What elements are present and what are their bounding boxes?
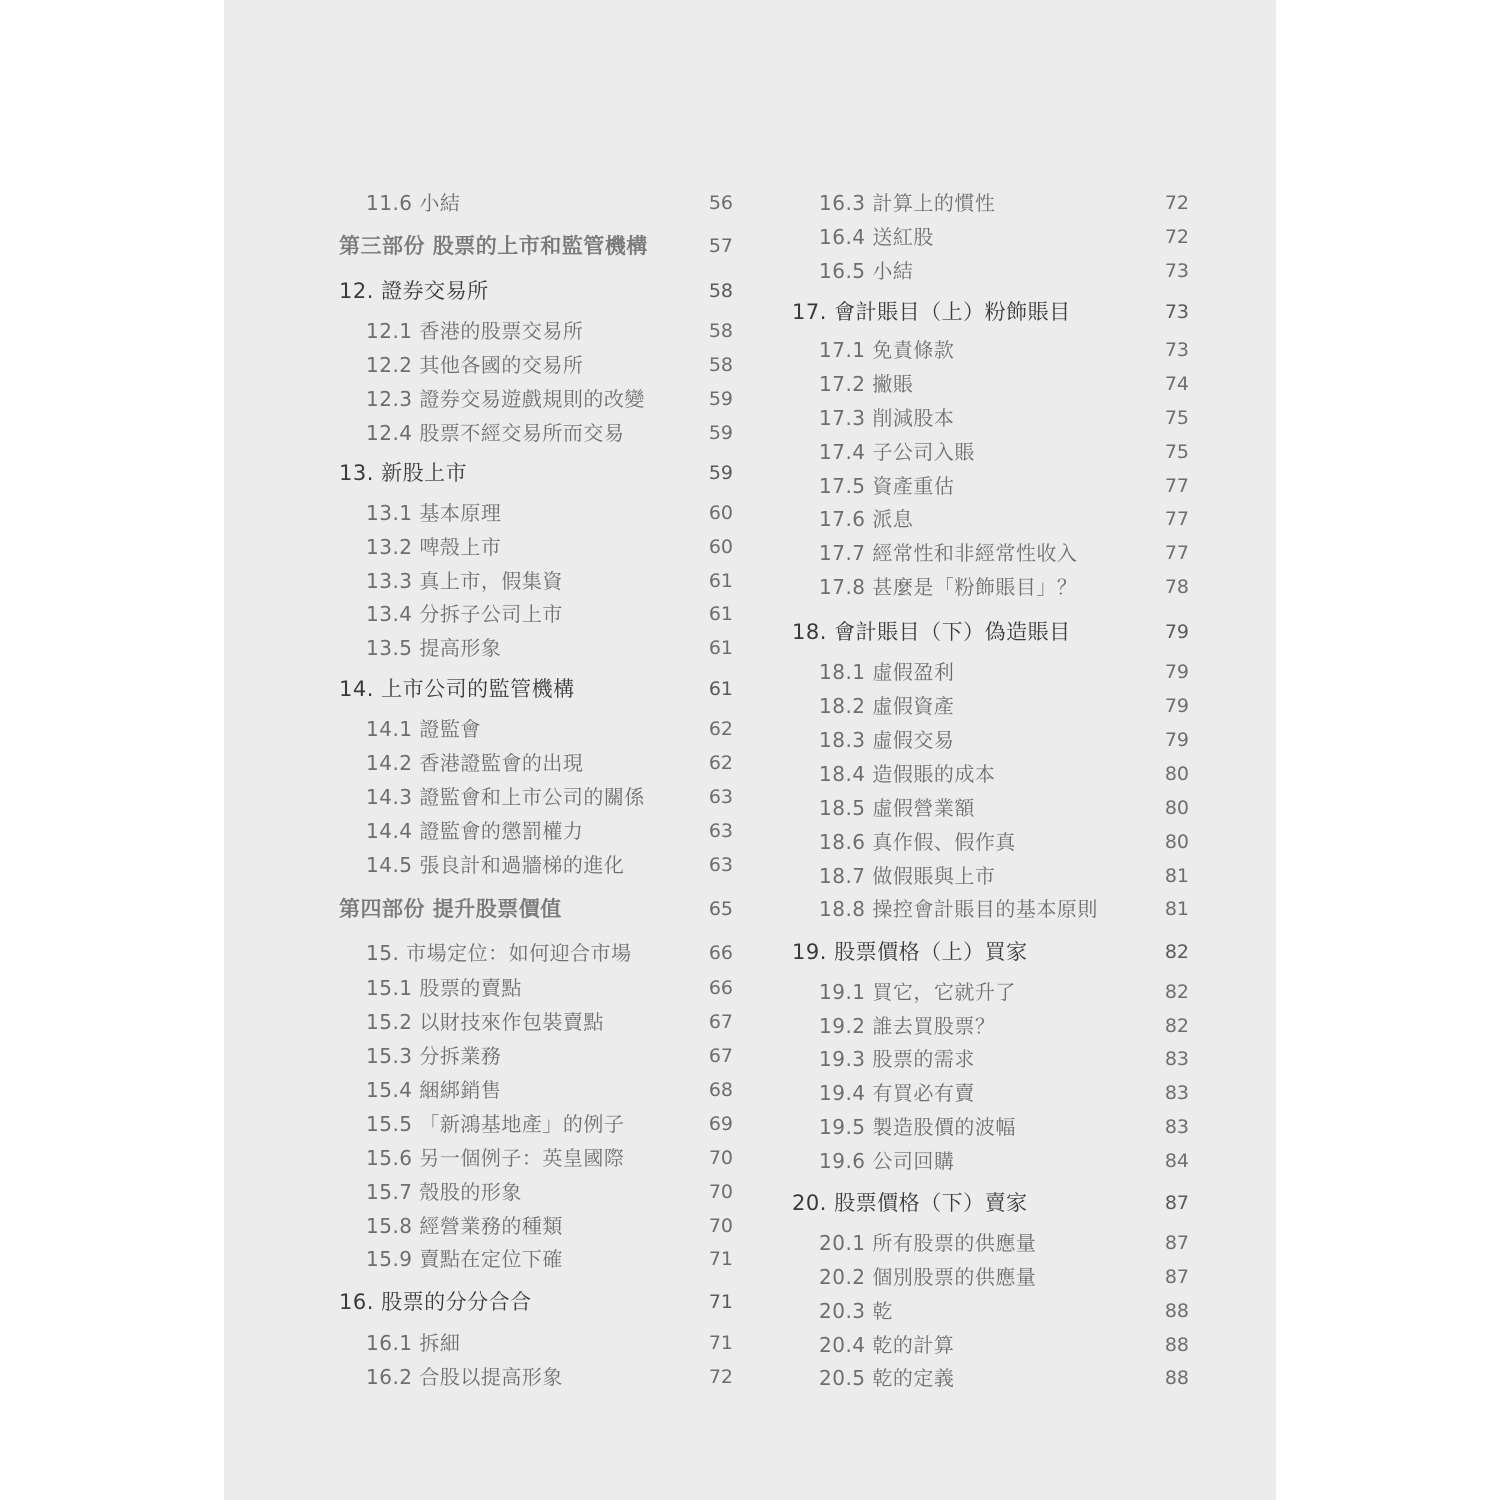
toc-entry-right-10[interactable] [789, 538, 1189, 568]
toc-entry-title: 15.8 經營業務的種類 [366, 1214, 563, 1238]
toc-page-number: 87 [1164, 1192, 1189, 1214]
toc-page-number: 72 [1164, 192, 1189, 214]
toc-entry-title: 18.4 造假賬的成本 [819, 762, 996, 786]
toc-page-number: 61 [708, 570, 733, 592]
toc-entry-title: 15. 市場定位：如何迎合市場 [366, 941, 632, 965]
toc-entry-left-12[interactable] [224, 633, 754, 663]
toc-entry-right-9[interactable] [789, 504, 1189, 534]
toc-entry-title: 17.1 免責條款 [819, 338, 955, 362]
toc-entry-title: 16.1 拆細 [366, 1331, 461, 1355]
toc-page-number: 66 [708, 942, 733, 964]
toc-page-number: 70 [708, 1215, 733, 1237]
toc-entry-left-19[interactable] [224, 894, 754, 924]
toc-entry-title: 14.2 香港證監會的出現 [366, 751, 584, 775]
toc-page-number: 81 [1164, 865, 1189, 887]
toc-page-number: 56 [708, 192, 733, 214]
toc-entry-right-28[interactable] [789, 1188, 1189, 1218]
toc-entry-title: 14.3 證監會和上市公司的關係 [366, 785, 645, 809]
toc-entry-left-16[interactable] [224, 782, 754, 812]
toc-entry-right-6[interactable] [789, 403, 1189, 433]
toc-entry-left-18[interactable] [224, 850, 754, 880]
toc-entry-title: 17.6 派息 [819, 507, 914, 531]
toc-page-number: 63 [708, 854, 733, 876]
toc-entry-right-29[interactable] [789, 1228, 1189, 1258]
toc-entry-left-17[interactable] [224, 816, 754, 846]
toc-entry-right-4[interactable] [789, 335, 1189, 365]
toc-entry-left-23[interactable] [224, 1041, 754, 1071]
toc-page-number: 63 [708, 820, 733, 842]
toc-entry-right-17[interactable] [789, 793, 1189, 823]
toc-entry-right-27[interactable] [789, 1146, 1189, 1176]
toc-entry-title: 17.3 削減股本 [819, 406, 955, 430]
toc-entry-title: 19.6 公司回購 [819, 1149, 955, 1173]
toc-entry-left-9[interactable] [224, 532, 754, 562]
toc-entry-right-25[interactable] [789, 1078, 1189, 1108]
toc-entry-title: 17.4 子公司入賬 [819, 440, 975, 464]
toc-page-number: 77 [1164, 542, 1189, 564]
toc-page-number: 72 [1164, 226, 1189, 248]
toc-entry-title: 11.6 小結 [366, 191, 461, 215]
toc-entry-title: 17.8 甚麼是「粉飾賬目」？ [819, 575, 1078, 599]
toc-entry-title: 16.2 合股以提高形象 [366, 1365, 563, 1389]
toc-entry-right-3[interactable] [789, 297, 1189, 327]
toc-entry-title: 20.1 所有股票的供應量 [819, 1231, 1037, 1255]
toc-entry-title: 12.2 其他各國的交易所 [366, 353, 584, 377]
toc-entry-title: 第四部份 提升股票價值 [339, 897, 562, 921]
toc-entry-right-5[interactable] [789, 369, 1189, 399]
toc-page-number: 62 [708, 718, 733, 740]
toc-entry-left-8[interactable] [224, 498, 754, 528]
toc-entry-title: 18.8 操控會計賬目的基本原則 [819, 897, 1098, 921]
toc-page-number: 71 [708, 1291, 733, 1313]
toc-page-number: 88 [1164, 1334, 1189, 1356]
toc-page-number: 80 [1164, 797, 1189, 819]
toc-entry-title: 18.1 虛假盈利 [819, 660, 955, 684]
toc-entry-title: 13. 新股上市 [339, 461, 468, 485]
toc-page-number: 71 [708, 1248, 733, 1270]
toc-entry-left-20[interactable] [224, 938, 754, 968]
toc-entry-right-30[interactable] [789, 1262, 1189, 1292]
toc-page-number: 67 [708, 1011, 733, 1033]
toc-page-number: 75 [1164, 441, 1189, 463]
toc-page-number: 71 [708, 1332, 733, 1354]
toc-entry-left-24[interactable] [224, 1075, 754, 1105]
toc-page-number: 58 [708, 280, 733, 302]
toc-entry-title: 15.9 賣點在定位下確 [366, 1247, 563, 1271]
toc-page-number: 66 [708, 977, 733, 999]
toc-entry-left-21[interactable] [224, 973, 754, 1003]
toc-entry-title: 13.4 分拆子公司上市 [366, 602, 563, 626]
toc-entry-title: 第三部份 股票的上市和監管機構 [339, 234, 648, 258]
toc-entry-title: 17.7 經常性和非經常性收入 [819, 541, 1078, 565]
toc-page-number: 83 [1164, 1116, 1189, 1138]
toc-page-number: 88 [1164, 1367, 1189, 1389]
toc-page-number: 60 [708, 536, 733, 558]
toc-page-number: 73 [1164, 260, 1189, 282]
toc-page-number: 72 [708, 1366, 733, 1388]
toc-page-number: 82 [1164, 941, 1189, 963]
toc-entry-title: 14. 上市公司的監管機構 [339, 677, 575, 701]
toc-entry-left-28[interactable] [224, 1211, 754, 1241]
toc-page-number: 59 [708, 462, 733, 484]
toc-page-number: 79 [1164, 695, 1189, 717]
toc-entry-title: 15.3 分拆業務 [366, 1044, 502, 1068]
toc-page-number: 77 [1164, 475, 1189, 497]
toc-entry-title: 17. 會計賬目（上）粉飾賬目 [792, 300, 1071, 324]
toc-entry-title: 19.1 買它，它就升了 [819, 980, 1016, 1004]
toc-entry-title: 20.3 乾 [819, 1299, 893, 1323]
toc-page-number: 61 [708, 678, 733, 700]
toc-entry-left-25[interactable] [224, 1109, 754, 1139]
toc-entry-left-3[interactable] [224, 316, 754, 346]
toc-entry-title: 12. 證券交易所 [339, 279, 489, 303]
toc-entry-left-30[interactable] [224, 1287, 754, 1317]
toc-entry-left-26[interactable] [224, 1143, 754, 1173]
toc-entry-title: 15.1 股票的賣點 [366, 976, 522, 1000]
toc-entry-right-8[interactable] [789, 471, 1189, 501]
toc-page-number: 82 [1164, 981, 1189, 1003]
toc-page-number: 78 [1164, 576, 1189, 598]
toc-entry-title: 19. 股票價格（上）買家 [792, 940, 1028, 964]
toc-page-number: 58 [708, 354, 733, 376]
toc-entry-right-19[interactable] [789, 861, 1189, 891]
toc-entry-title: 20.4 乾的計算 [819, 1333, 955, 1357]
toc-entry-right-1[interactable] [789, 222, 1189, 252]
toc-entry-right-18[interactable] [789, 827, 1189, 857]
toc-entry-left-11[interactable] [224, 599, 754, 629]
toc-entry-title: 12.1 香港的股票交易所 [366, 319, 584, 343]
toc-page-number: 88 [1164, 1300, 1189, 1322]
toc-entry-title: 15.4 綑綁銷售 [366, 1078, 502, 1102]
toc-page-number: 75 [1164, 407, 1189, 429]
toc-entry-title: 17.5 資產重估 [819, 474, 955, 498]
toc-entry-left-4[interactable] [224, 350, 754, 380]
toc-entry-left-0[interactable] [224, 188, 754, 218]
toc-page-number: 82 [1164, 1015, 1189, 1037]
toc-entry-title: 19.3 股票的需求 [819, 1047, 975, 1071]
toc-entry-left-6[interactable] [224, 418, 754, 448]
toc-entry-right-15[interactable] [789, 725, 1189, 755]
toc-entry-right-32[interactable] [789, 1330, 1189, 1360]
toc-entry-title: 13.2 啤殼上市 [366, 535, 502, 559]
toc-page-number: 77 [1164, 508, 1189, 530]
toc-entry-left-32[interactable] [224, 1362, 754, 1392]
toc-entry-right-33[interactable] [789, 1363, 1189, 1393]
toc-page-number: 65 [708, 898, 733, 920]
toc-entry-title: 18.6 真作假、假作真 [819, 830, 1016, 854]
toc-page-number: 87 [1164, 1266, 1189, 1288]
toc-page-number: 69 [708, 1113, 733, 1135]
toc-entry-title: 15.7 殼股的形象 [366, 1180, 522, 1204]
toc-entry-title: 18.5 虛假營業額 [819, 796, 975, 820]
toc-entry-left-15[interactable] [224, 748, 754, 778]
toc-entry-left-14[interactable] [224, 714, 754, 744]
toc-page-number: 57 [708, 235, 733, 257]
toc-entry-right-12[interactable] [789, 617, 1189, 647]
toc-entry-title: 19.2 誰去買股票？ [819, 1014, 996, 1038]
toc-page-number: 62 [708, 752, 733, 774]
toc-entry-right-26[interactable] [789, 1112, 1189, 1142]
document-page [224, 0, 1276, 1500]
toc-entry-title: 16.5 小結 [819, 259, 914, 283]
toc-entry-title: 16.3 計算上的慣性 [819, 191, 996, 215]
toc-entry-title: 18.2 虛假資產 [819, 694, 955, 718]
toc-entry-title: 14.5 張良計和過牆梯的進化 [366, 853, 625, 877]
toc-entry-left-5[interactable] [224, 384, 754, 414]
toc-entry-right-13[interactable] [789, 657, 1189, 687]
toc-page-number: 63 [708, 786, 733, 808]
toc-entry-right-11[interactable] [789, 572, 1189, 602]
toc-page-number: 59 [708, 422, 733, 444]
toc-page-number: 87 [1164, 1232, 1189, 1254]
toc-entry-right-20[interactable] [789, 894, 1189, 924]
toc-entry-title: 13.5 提高形象 [366, 636, 502, 660]
toc-page-number: 83 [1164, 1048, 1189, 1070]
toc-entry-left-1[interactable] [224, 231, 754, 261]
toc-entry-left-2[interactable] [224, 276, 754, 306]
toc-entry-right-7[interactable] [789, 437, 1189, 467]
toc-entry-left-29[interactable] [224, 1244, 754, 1274]
toc-page-number: 79 [1164, 729, 1189, 751]
toc-entry-title: 15.2 以財技來作包裝賣點 [366, 1010, 604, 1034]
toc-entry-title: 14.1 證監會 [366, 717, 481, 741]
toc-entry-right-23[interactable] [789, 1011, 1189, 1041]
toc-page-number: 73 [1164, 301, 1189, 323]
toc-entry-right-2[interactable] [789, 256, 1189, 286]
toc-page-number: 70 [708, 1181, 733, 1203]
toc-page-number: 79 [1164, 621, 1189, 643]
toc-entry-right-0[interactable] [789, 188, 1189, 218]
toc-entry-title: 19.4 有買必有賣 [819, 1081, 975, 1105]
toc-page-number: 61 [708, 603, 733, 625]
toc-entry-title: 13.3 真上市，假集資 [366, 569, 563, 593]
toc-entry-title: 20.5 乾的定義 [819, 1366, 955, 1390]
toc-entry-left-27[interactable] [224, 1177, 754, 1207]
toc-entry-left-13[interactable] [224, 674, 754, 704]
toc-entry-title: 16. 股票的分分合合 [339, 1290, 532, 1314]
toc-entry-left-10[interactable] [224, 566, 754, 596]
toc-page-number: 67 [708, 1045, 733, 1067]
toc-page-number: 81 [1164, 898, 1189, 920]
toc-entry-title: 17.2 撇賬 [819, 372, 914, 396]
toc-entry-title: 15.6 另一個例子：英皇國際 [366, 1146, 625, 1170]
toc-page-number: 59 [708, 388, 733, 410]
toc-page-number: 61 [708, 637, 733, 659]
toc-entry-title: 19.5 製造股價的波幅 [819, 1115, 1016, 1139]
toc-page-number: 60 [708, 502, 733, 524]
toc-entry-title: 18.3 虛假交易 [819, 728, 955, 752]
toc-entry-right-22[interactable] [789, 977, 1189, 1007]
toc-entry-right-14[interactable] [789, 691, 1189, 721]
toc-page-number: 84 [1164, 1150, 1189, 1172]
toc-entry-right-16[interactable] [789, 759, 1189, 789]
toc-page-number: 83 [1164, 1082, 1189, 1104]
toc-entry-title: 18.7 做假賬與上市 [819, 864, 996, 888]
toc-entry-right-24[interactable] [789, 1044, 1189, 1074]
toc-entry-title: 20.2 個別股票的供應量 [819, 1265, 1037, 1289]
toc-entry-title: 18. 會計賬目（下）偽造賬目 [792, 620, 1071, 644]
toc-page-number: 80 [1164, 831, 1189, 853]
toc-entry-title: 16.4 送紅股 [819, 225, 934, 249]
toc-entry-left-22[interactable] [224, 1007, 754, 1037]
toc-page-number: 68 [708, 1079, 733, 1101]
toc-entry-right-31[interactable] [789, 1296, 1189, 1326]
toc-entry-left-7[interactable] [224, 458, 754, 488]
toc-page-number: 70 [708, 1147, 733, 1169]
toc-entry-title: 12.4 股票不經交易所而交易 [366, 421, 625, 445]
toc-page-number: 73 [1164, 339, 1189, 361]
toc-entry-title: 15.5 「新鴻基地產」的例子 [366, 1112, 625, 1136]
toc-page-number: 58 [708, 320, 733, 342]
toc-page-number: 79 [1164, 661, 1189, 683]
toc-entry-right-21[interactable] [789, 937, 1189, 967]
toc-page-number: 80 [1164, 763, 1189, 785]
toc-entry-left-31[interactable] [224, 1328, 754, 1358]
toc-entry-title: 12.3 證券交易遊戲規則的改變 [366, 387, 645, 411]
toc-entry-title: 20. 股票價格（下）賣家 [792, 1191, 1028, 1215]
toc-entry-title: 13.1 基本原理 [366, 501, 502, 525]
toc-entry-title: 14.4 證監會的懲罰權力 [366, 819, 584, 843]
toc-page-number: 74 [1164, 373, 1189, 395]
